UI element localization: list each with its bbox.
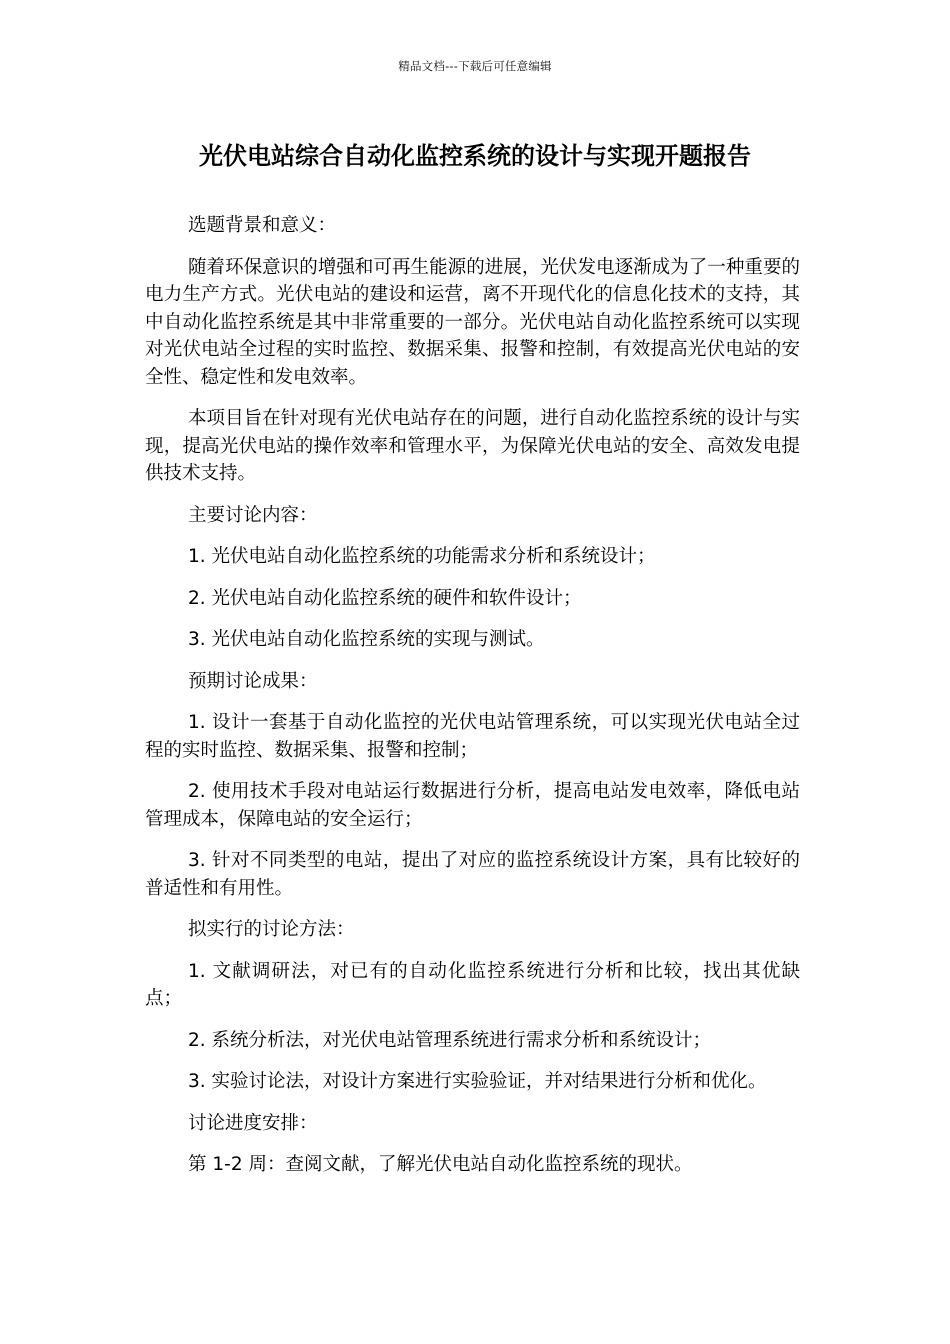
list-item-result-3: 3. 针对不同类型的电站，提出了对应的监控系统设计方案，具有比较好的普适性和有用性。 bbox=[145, 850, 800, 899]
paragraph-project-aim: 本项目旨在针对现有光伏电站存在的问题，进行自动化监控系统的设计与实现，提高光伏电站的操作效率和管理水平，为保障光伏电站的安全、高效发电提供技术支持。 bbox=[145, 408, 800, 484]
section-heading-schedule: 讨论进度安排： bbox=[188, 1112, 318, 1134]
list-item-content-2: 2. 光伏电站自动化监控系统的硬件和软件设计； bbox=[188, 587, 582, 609]
section-heading-expected-results: 预期讨论成果： bbox=[188, 670, 318, 692]
list-item-method-2: 2. 系统分析法，对光伏电站管理系统进行需求分析和系统设计； bbox=[188, 1029, 712, 1051]
list-item-method-3: 3. 实验讨论法，对设计方案进行实验验证，并对结果进行分析和优化。 bbox=[188, 1071, 767, 1092]
list-item-result-2: 2. 使用技术手段对电站运行数据进行分析，提高电站发电效率，降低电站管理成本，保障电站的安全运行； bbox=[145, 781, 800, 830]
list-item-result-1: 1. 设计一套基于自动化监控的光伏电站管理系统，可以实现光伏电站全过程的实时监控、数据采集、报警和控制； bbox=[145, 712, 800, 761]
schedule-item-week-1-2: 第 1-2 周：查阅文献，了解光伏电站自动化监控系统的现状。 bbox=[188, 1154, 693, 1175]
section-heading-main-content: 主要讨论内容： bbox=[188, 504, 318, 526]
document-body bbox=[145, 212, 800, 1193]
list-item-content-3: 3. 光伏电站自动化监控系统的实现与测试。 bbox=[188, 629, 545, 650]
section-heading-background: 选题背景和意义： bbox=[188, 215, 337, 236]
paragraph-background: 随着环保意识的增强和可再生能源的进展，光伏发电逐渐成为了一种重要的电力生产方式。光伏电站的建设和运营，离不开现代化的信息化技术的支持，其中自动化监控系统是其中非常重要的一部分。光伏电站自动化监控系统可以实现对光伏电站全过程的实时监控、数据采集、报警和控制，有效提高光伏电站的安全性、稳定性和发电效率。 bbox=[145, 256, 800, 388]
page-header-note: 精品文档---下载后可任意编辑 bbox=[398, 59, 552, 73]
list-item-method-1: 1. 文献调研法，对已有的自动化监控系统进行分析和比较，找出其优缺点； bbox=[145, 960, 800, 1009]
list-item-content-1: 1. 光伏电站自动化监控系统的功能需求分析和系统设计； bbox=[188, 546, 656, 567]
section-heading-methods: 拟实行的讨论方法： bbox=[188, 919, 355, 940]
document-title: 光伏电站综合自动化监控系统的设计与实现开题报告 bbox=[199, 142, 751, 170]
